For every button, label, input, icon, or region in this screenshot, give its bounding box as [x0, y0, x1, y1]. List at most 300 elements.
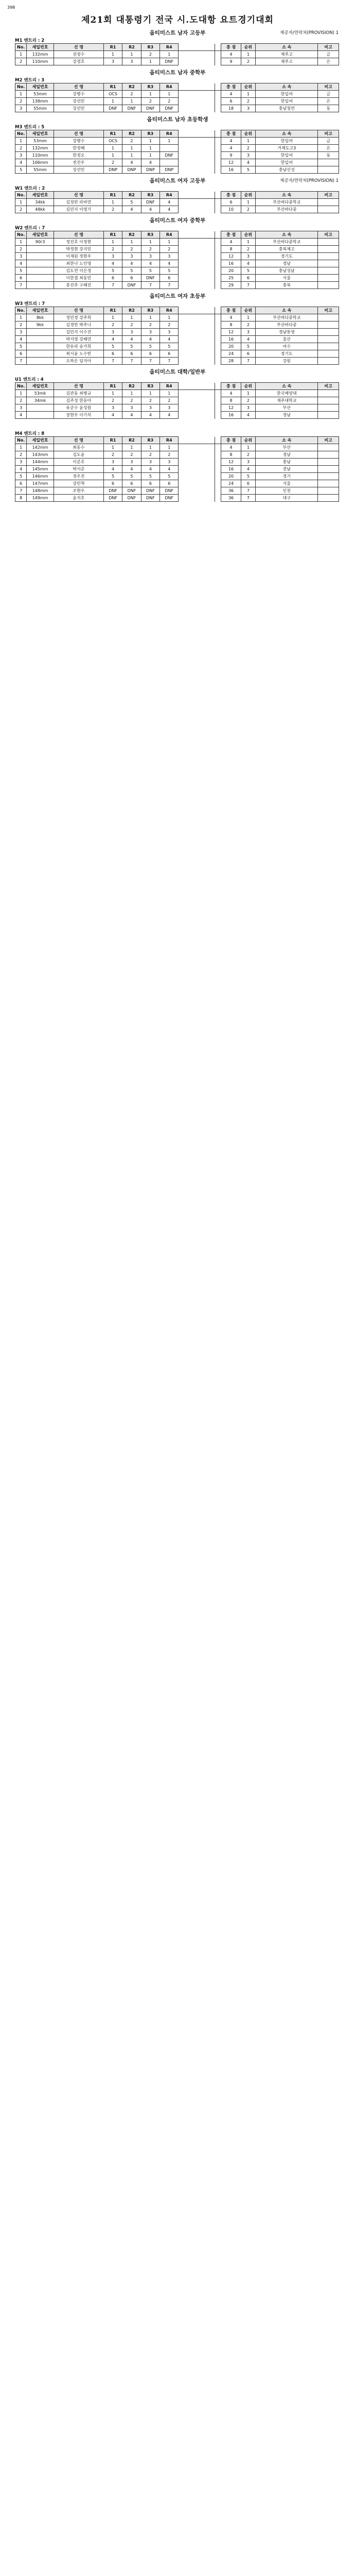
- cell-sail: 145mm: [27, 466, 54, 473]
- table-row: [15, 343, 339, 350]
- cell-total: 9: [221, 58, 241, 65]
- header-r1: R1: [103, 192, 122, 199]
- table-row: [15, 321, 339, 329]
- cell-no: 8: [15, 495, 27, 502]
- cell-team: 전남: [256, 466, 318, 473]
- table-row: [15, 314, 339, 321]
- header-sail: 세일번호: [27, 192, 54, 199]
- cell-r3: 1: [141, 91, 159, 98]
- table-row: [15, 329, 339, 336]
- cell-no: 2: [15, 58, 27, 65]
- cell-sail: [27, 412, 54, 419]
- header-sail: 세일번호: [27, 83, 54, 91]
- cell-r3: 5: [141, 473, 159, 480]
- header-r1: R1: [103, 437, 122, 444]
- cell-sail: 148mm: [27, 487, 54, 495]
- header-r2: R2: [122, 437, 141, 444]
- category-name: 옵티미스트 여자 초등부: [149, 293, 206, 299]
- cell-total: 8: [221, 246, 241, 253]
- cell-name: 한정오: [54, 152, 103, 159]
- header-r2: R2: [122, 83, 141, 91]
- cell-sail: 55mm: [27, 105, 54, 112]
- cell-rank: 3: [241, 152, 255, 159]
- header-r3: R3: [141, 231, 159, 239]
- header-name: 선 명: [54, 307, 103, 314]
- cell-team: 경남: [256, 451, 318, 459]
- cell-r4: 3: [160, 404, 179, 412]
- cell-r3: 4: [141, 336, 159, 343]
- cell-team: 경기도: [256, 350, 318, 358]
- cell-team: 대구: [256, 495, 318, 502]
- cell-total: 16: [221, 336, 241, 343]
- cell-r3: 4: [141, 159, 159, 166]
- cell-team: 거제도고3: [256, 145, 318, 152]
- header-name: 선 명: [54, 83, 103, 91]
- cell-no: 7: [15, 358, 27, 365]
- cell-total: 4: [221, 138, 241, 145]
- cell-sail: 138mm: [27, 98, 54, 105]
- header-total: 총 점: [221, 192, 241, 199]
- cell-r3: 6: [141, 350, 159, 358]
- cell-gap2: [215, 480, 221, 487]
- cell-note: [318, 451, 339, 459]
- header-sail: 세일번호: [27, 307, 54, 314]
- cell-note: [318, 404, 339, 412]
- cell-gap2: [215, 329, 221, 336]
- cell-gap2: [215, 473, 221, 480]
- cell-gap2: [215, 152, 221, 159]
- cell-rank: 3: [241, 329, 255, 336]
- header-gap: [215, 192, 221, 199]
- cell-rank: 2: [241, 321, 255, 329]
- cell-r2: 1: [122, 51, 141, 58]
- cell-r1: 5: [103, 343, 122, 350]
- cell-r3: 2: [141, 98, 159, 105]
- cell-r4: 1: [160, 444, 179, 451]
- cell-no: 6: [15, 480, 27, 487]
- cell-r1: 3: [103, 404, 122, 412]
- cell-gap2: [215, 138, 221, 145]
- cell-rank: 4: [241, 412, 255, 419]
- cell-team: 경남통영: [256, 329, 318, 336]
- cell-gap1: [179, 397, 215, 404]
- cell-note: [318, 275, 339, 282]
- cell-total: 12: [221, 253, 241, 260]
- cell-sail: [27, 253, 54, 260]
- cell-gap2: [215, 397, 221, 404]
- cell-gap1: [179, 459, 215, 466]
- header-gap: [179, 437, 215, 444]
- header-team: 소 속: [256, 307, 318, 314]
- cell-r1: DNF: [103, 105, 122, 112]
- cell-r3: 3: [141, 404, 159, 412]
- cell-r1: 2: [103, 246, 122, 253]
- cell-no: 5: [15, 166, 27, 174]
- table-header-row: [15, 307, 339, 314]
- header-no: No.: [15, 383, 27, 390]
- cell-rank: 2: [241, 206, 255, 213]
- cell-note: [318, 390, 339, 397]
- cell-gap1: [179, 480, 215, 487]
- cell-r2: 3: [122, 58, 141, 65]
- cell-gap2: [215, 91, 221, 98]
- header-r3: R3: [141, 130, 159, 138]
- table-row: [15, 397, 339, 404]
- cell-total: 24: [221, 350, 241, 358]
- cell-r2: 2: [122, 138, 141, 145]
- cell-sail: 48kk: [27, 206, 54, 213]
- cell-r3: 5: [141, 343, 159, 350]
- cell-gap2: [215, 58, 221, 65]
- cell-rank: 5: [241, 166, 255, 174]
- cell-name: 강선민: [54, 98, 103, 105]
- cell-r4: 3: [160, 253, 179, 260]
- cell-name: 박서준: [54, 466, 103, 473]
- document-title: 제21회 대통령기 전국 시.도대항 요트경기대회: [81, 15, 274, 25]
- header-note: 비고: [318, 383, 339, 390]
- entry-count: U1 엔트리 : 4: [15, 377, 44, 382]
- cell-r2: 4: [122, 260, 141, 267]
- cell-r3: 7: [141, 358, 159, 365]
- results-table: [15, 43, 339, 65]
- cell-r4: 3: [160, 459, 179, 466]
- header-note: 비고: [318, 192, 339, 199]
- header-no: No.: [15, 130, 27, 138]
- cell-gap1: [179, 145, 215, 152]
- cell-name: 이준호: [54, 459, 103, 466]
- cell-team: 경남: [256, 412, 318, 419]
- header-no: No.: [15, 192, 27, 199]
- cell-r4: 6: [160, 480, 179, 487]
- cell-sail: [27, 329, 54, 336]
- category-header: [0, 115, 355, 123]
- cell-gap1: [179, 495, 215, 502]
- cell-r3: DNP: [141, 166, 159, 174]
- division-label: 제공자/연락처(PROVISION) 1: [280, 30, 339, 36]
- cell-gap1: [179, 487, 215, 495]
- header-gap: [215, 130, 221, 138]
- header-team: 소 속: [256, 83, 318, 91]
- cell-r1: DNF: [103, 487, 122, 495]
- cell-name: 정진호 이정현: [54, 239, 103, 246]
- cell-r4: 7: [160, 358, 179, 365]
- header-gap: [215, 307, 221, 314]
- cell-total: 16: [221, 412, 241, 419]
- cell-name: 김경만 박주나: [54, 321, 103, 329]
- cell-r1: 4: [103, 260, 122, 267]
- cell-sail: 132mm: [27, 51, 54, 58]
- cell-r3: 4: [141, 412, 159, 419]
- cell-name: 권정수: [54, 51, 103, 58]
- cell-r3: 4: [141, 260, 159, 267]
- cell-r2: DNF: [122, 495, 141, 502]
- header-r2: R2: [122, 231, 141, 239]
- cell-name: 김민지 이영기: [54, 206, 103, 213]
- cell-note: [318, 246, 339, 253]
- cell-note: 금: [318, 91, 339, 98]
- cell-no: 7: [15, 487, 27, 495]
- cell-total: 4: [221, 91, 241, 98]
- cell-note: [318, 166, 339, 174]
- cell-r2: DNF: [122, 282, 141, 289]
- cell-team: 여수: [256, 343, 318, 350]
- cell-total: 4: [221, 390, 241, 397]
- cell-no: 5: [15, 473, 27, 480]
- header-total: 총 점: [221, 383, 241, 390]
- cell-no: 1: [15, 51, 27, 58]
- header-r1: R1: [103, 130, 122, 138]
- cell-r4: 1: [160, 51, 179, 58]
- result-section: [0, 69, 355, 112]
- cell-gap1: [179, 336, 215, 343]
- table-row: [15, 336, 339, 343]
- cell-r3: 4: [141, 206, 159, 213]
- cell-r3: 1: [141, 390, 159, 397]
- cell-r1: 6: [103, 480, 122, 487]
- header-r1: R1: [103, 83, 122, 91]
- cell-r3: DNF: [141, 105, 159, 112]
- category-header: [0, 368, 355, 375]
- cell-gap1: [179, 321, 215, 329]
- results-table: [15, 436, 339, 502]
- header-name: 선 명: [54, 437, 103, 444]
- cell-r1: 4: [103, 412, 122, 419]
- cell-sail: [27, 343, 54, 350]
- cell-note: 동: [318, 105, 339, 112]
- cell-gap2: [215, 246, 221, 253]
- entry-count: M4 엔트리 : 8: [15, 431, 45, 436]
- cell-rank: 1: [241, 199, 255, 206]
- cell-gap2: [215, 253, 221, 260]
- cell-gap2: [215, 239, 221, 246]
- cell-note: [318, 314, 339, 321]
- cell-r4: 7: [160, 282, 179, 289]
- category-name: 옵티미스트 대학/일반부: [149, 369, 206, 375]
- cell-gap1: [179, 275, 215, 282]
- cell-gap1: [179, 246, 215, 253]
- cell-rank: 4: [241, 159, 255, 166]
- cell-note: 은: [318, 145, 339, 152]
- table-row: [15, 390, 339, 397]
- cell-note: [318, 466, 339, 473]
- cell-r1: 2: [103, 451, 122, 459]
- cell-rank: 2: [241, 246, 255, 253]
- cell-r1: 3: [103, 329, 122, 336]
- cell-name: 김민지 이수진: [54, 329, 103, 336]
- cell-name: 강선민: [54, 105, 103, 112]
- cell-note: [318, 459, 339, 466]
- cell-r3: 5: [141, 267, 159, 275]
- cell-gap1: [179, 51, 215, 58]
- cell-name: 김도윤: [54, 451, 103, 459]
- header-team: 소 속: [256, 130, 318, 138]
- cell-team: 충남성남: [256, 267, 318, 275]
- cell-team: 한일여: [256, 98, 318, 105]
- cell-sail: 110mm: [27, 58, 54, 65]
- table-row: [15, 51, 339, 58]
- cell-gap2: [215, 343, 221, 350]
- cell-gap2: [215, 358, 221, 365]
- cell-r2: 1: [122, 145, 141, 152]
- category-name: 옵티미스트 남자 초등학생: [147, 116, 208, 123]
- category-header: [0, 216, 355, 224]
- cell-team: 충남: [256, 459, 318, 466]
- cell-total: 12: [221, 459, 241, 466]
- header-no: No.: [15, 44, 27, 51]
- cell-rank: 5: [241, 473, 255, 480]
- cell-gap2: [215, 159, 221, 166]
- header-team: 소 속: [256, 231, 318, 239]
- cell-no: 7: [15, 282, 27, 289]
- cell-sail: 149mm: [27, 495, 54, 502]
- cell-total: 36: [221, 487, 241, 495]
- cell-rank: 3: [241, 459, 255, 466]
- header-r4: R4: [160, 192, 179, 199]
- header-r3: R3: [141, 383, 159, 390]
- cell-r1: 2: [103, 321, 122, 329]
- cell-r3: DNF: [141, 487, 159, 495]
- cell-r2: 1: [122, 152, 141, 159]
- cell-note: 금: [318, 138, 339, 145]
- cell-no: 1: [15, 314, 27, 321]
- cell-name: 한유라 송가희: [54, 343, 103, 350]
- cell-sail: 53mm: [27, 91, 54, 98]
- cell-rank: 5: [241, 267, 255, 275]
- cell-name: 최서윤 노수빈: [54, 350, 103, 358]
- cell-note: [318, 473, 339, 480]
- cell-team: 부산: [256, 404, 318, 412]
- cell-r3: 1: [141, 314, 159, 321]
- cell-rank: 4: [241, 466, 255, 473]
- cell-total: 4: [221, 145, 241, 152]
- cell-gap2: [215, 459, 221, 466]
- header-r4: R4: [160, 130, 179, 138]
- cell-r1: 4: [103, 336, 122, 343]
- cell-r1: 6: [103, 275, 122, 282]
- header-rank: 순위: [241, 44, 255, 51]
- entry-count: M1 엔트리 : 2: [15, 38, 45, 43]
- cell-r2: 1: [122, 390, 141, 397]
- result-section: [0, 177, 355, 213]
- cell-gap2: [215, 495, 221, 502]
- cell-note: [318, 206, 339, 213]
- header-sail: 세일번호: [27, 231, 54, 239]
- cell-no: 2: [15, 145, 27, 152]
- category-header: [0, 292, 355, 299]
- cell-gap1: [179, 260, 215, 267]
- cell-r3: 6: [141, 480, 159, 487]
- cell-name: 이한결 최동민: [54, 275, 103, 282]
- cell-sail: [27, 267, 54, 275]
- cell-r1: 5: [103, 473, 122, 480]
- cell-gap2: [215, 145, 221, 152]
- cell-rank: 7: [241, 487, 255, 495]
- cell-total: 25: [221, 275, 241, 282]
- cell-gap2: [215, 166, 221, 174]
- cell-team: 부산바다중학교: [256, 239, 318, 246]
- cell-no: 1: [15, 199, 27, 206]
- cell-gap2: [215, 199, 221, 206]
- cell-no: 6: [15, 350, 27, 358]
- result-section: [0, 29, 355, 65]
- cell-name: 최한나 노인영: [54, 260, 103, 267]
- cell-total: 12: [221, 159, 241, 166]
- header-gap: [179, 130, 215, 138]
- header-team: 소 속: [256, 437, 318, 444]
- cell-note: [318, 159, 339, 166]
- cell-r2: 2: [122, 397, 141, 404]
- header-note: 비고: [318, 44, 339, 51]
- header-r1: R1: [103, 231, 122, 239]
- cell-total: 20: [221, 343, 241, 350]
- cell-r2: 1: [122, 239, 141, 246]
- cell-gap2: [215, 444, 221, 451]
- header-no: No.: [15, 231, 27, 239]
- cell-team: 강원: [256, 358, 318, 365]
- cell-note: [318, 253, 339, 260]
- cell-gap1: [179, 282, 215, 289]
- header-rank: 순위: [241, 307, 255, 314]
- cell-r1: DNF: [103, 495, 122, 502]
- cell-sail: 8kk: [27, 314, 54, 321]
- cell-name: 정우진: [54, 473, 103, 480]
- header-gap: [179, 83, 215, 91]
- cell-sail: 55mm: [27, 166, 54, 174]
- table-row: [15, 98, 339, 105]
- table-row: [15, 58, 339, 65]
- header-rank: 순위: [241, 83, 255, 91]
- header-r3: R3: [141, 44, 159, 51]
- cell-no: 4: [15, 466, 27, 473]
- cell-r1: DNP: [103, 166, 122, 174]
- cell-sail: 106mm: [27, 159, 54, 166]
- header-r1: R1: [103, 44, 122, 51]
- cell-r3: 3: [141, 329, 159, 336]
- result-section: [0, 368, 355, 419]
- cell-name: 강경호: [54, 58, 103, 65]
- cell-gap2: [215, 390, 221, 397]
- cell-no: 4: [15, 260, 27, 267]
- cell-sail: [27, 275, 54, 282]
- cell-total: 24: [221, 480, 241, 487]
- cell-rank: 1: [241, 444, 255, 451]
- cell-total: 6: [221, 98, 241, 105]
- header-r4: R4: [160, 83, 179, 91]
- cell-r3: 2: [141, 51, 159, 58]
- cell-r4: 4: [160, 199, 179, 206]
- header-total: 총 점: [221, 437, 241, 444]
- header-note: 비고: [318, 437, 339, 444]
- cell-r2: 5: [122, 199, 141, 206]
- cell-rank: 6: [241, 275, 255, 282]
- cell-total: 4: [221, 314, 241, 321]
- cell-no: 2: [15, 397, 27, 404]
- cell-total: 9: [221, 152, 241, 159]
- table-row: [15, 246, 339, 253]
- cell-no: 5: [15, 343, 27, 350]
- results-table: [15, 191, 339, 213]
- cell-sail: 146mm: [27, 473, 54, 480]
- cell-r4: 6: [160, 350, 179, 358]
- cell-r4: 2: [160, 246, 179, 253]
- cell-sail: 34mk: [27, 397, 54, 404]
- header-note: 비고: [318, 83, 339, 91]
- header-r4: R4: [160, 231, 179, 239]
- table-row: [15, 260, 339, 267]
- cell-r2: 4: [122, 466, 141, 473]
- cell-gap2: [215, 321, 221, 329]
- cell-r4: 1: [160, 390, 179, 397]
